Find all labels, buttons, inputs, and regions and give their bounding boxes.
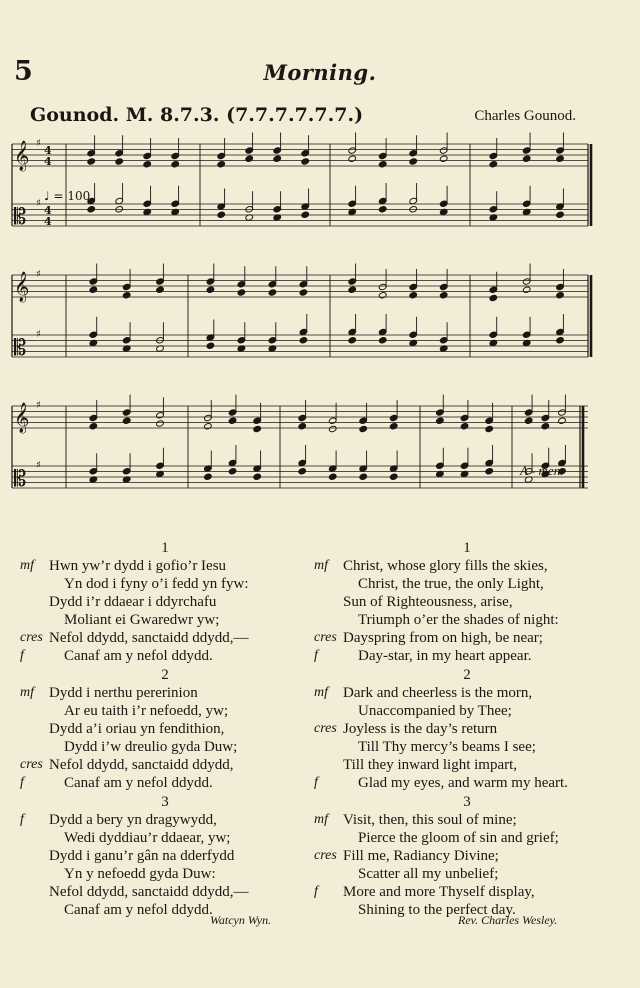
dynamic-marking: f xyxy=(314,775,318,790)
page-number: 5 xyxy=(14,56,33,87)
verse-line xyxy=(314,756,620,774)
lyric-line: Canaf am y nefol ddydd. xyxy=(64,775,213,791)
dynamic-marking: mf xyxy=(314,812,328,827)
lyric-line: Unaccompanied by Thee; xyxy=(358,703,512,719)
verse-line xyxy=(20,811,310,829)
notehead xyxy=(156,420,165,427)
lyric-line: Nefol ddydd, sanctaidd ddydd, xyxy=(49,757,234,773)
notehead xyxy=(298,423,307,430)
lyric-line: Ar eu taith i’r nefoedd, yw; xyxy=(64,703,229,719)
notehead xyxy=(389,473,398,480)
lyric-line: Sun of Righteousness, arise, xyxy=(343,594,513,610)
welsh-hymn-text xyxy=(20,540,310,921)
notehead xyxy=(556,337,565,344)
verse-line xyxy=(314,829,620,847)
dynamic-marking: f xyxy=(314,884,318,899)
notehead xyxy=(348,286,357,293)
notehead xyxy=(87,158,96,165)
lyric-line: Dayspring from on high, be near; xyxy=(343,630,543,646)
time-signature: 4 xyxy=(44,204,52,217)
lyric-line: Dydd a bery yn dragywydd, xyxy=(49,812,217,828)
verse-line xyxy=(314,575,620,593)
english-author: Rev. Charles Wesley. xyxy=(458,913,558,927)
notehead xyxy=(268,289,277,296)
lyric-line: Till Thy mercy’s beams I see; xyxy=(358,739,536,755)
verse xyxy=(20,667,310,792)
notehead xyxy=(439,155,448,162)
lyric-line: Nefol ddydd, sanctaidd ddydd,— xyxy=(49,884,249,900)
notehead xyxy=(328,473,337,480)
time-signature: 4 xyxy=(44,144,52,157)
dynamic-marking: mf xyxy=(314,558,328,573)
verse-line xyxy=(314,629,620,647)
notehead xyxy=(143,161,152,168)
key-signature-sharp: ♯ xyxy=(36,329,41,340)
verse-line xyxy=(20,647,310,665)
notehead xyxy=(328,425,337,432)
notehead xyxy=(122,292,131,299)
verse-line xyxy=(314,738,620,756)
verse-line xyxy=(20,575,310,593)
dynamic-marking: f xyxy=(20,775,24,790)
notehead xyxy=(556,155,565,162)
dynamic-marking: cres xyxy=(314,630,337,645)
lyric-line: Yn dod i fyny o’i fedd yn fyw: xyxy=(64,576,249,592)
notehead xyxy=(409,158,418,165)
tune-title: Gounod. M. 8.7.3. (7.7.7.7.7.7.) xyxy=(30,104,364,126)
notehead xyxy=(436,417,445,424)
notehead xyxy=(378,161,387,168)
notehead xyxy=(359,425,368,432)
notehead xyxy=(558,417,567,424)
notehead xyxy=(409,292,418,299)
lyric-line: Fill me, Radiancy Divine; xyxy=(343,848,499,864)
lyric-line: Joyless is the day’s return xyxy=(343,721,498,737)
notehead xyxy=(359,473,368,480)
notehead xyxy=(301,158,310,165)
verse-line xyxy=(20,847,310,865)
notehead xyxy=(389,423,398,430)
verse-line xyxy=(20,611,310,629)
notehead xyxy=(556,211,565,218)
verse-line xyxy=(20,557,310,575)
notehead xyxy=(522,155,531,162)
notehead xyxy=(348,337,357,344)
lyric-line: Glad my eyes, and warm my heart. xyxy=(358,775,568,791)
verse-number: 2 xyxy=(463,667,471,683)
lyric-line: Hwn yw’r dydd i gofio’r Iesu xyxy=(49,558,227,574)
verse-line xyxy=(20,684,310,702)
dynamic-marking: f xyxy=(20,812,24,827)
notehead xyxy=(348,155,357,162)
verse-number: 3 xyxy=(463,794,471,810)
dynamic-marking: f xyxy=(20,648,24,663)
section-heading: Morning. xyxy=(263,60,377,85)
verse-line xyxy=(314,702,620,720)
notehead xyxy=(89,286,98,293)
verse-number: 1 xyxy=(161,540,169,556)
verse xyxy=(314,540,620,665)
notehead xyxy=(556,292,565,299)
verse xyxy=(314,794,620,919)
notehead xyxy=(489,161,498,168)
time-signature: 4 xyxy=(44,215,52,228)
dynamic-marking: cres xyxy=(20,757,43,772)
dynamic-marking: f xyxy=(314,648,318,663)
notehead xyxy=(245,155,254,162)
english-hymn-text xyxy=(314,540,620,921)
key-signature-sharp: ♯ xyxy=(36,460,41,471)
verse-line xyxy=(20,774,310,792)
lyric-line: Yn y nefoedd gyda Duw: xyxy=(64,866,216,882)
dynamic-marking: mf xyxy=(20,685,34,700)
lyric-line: Day-star, in my heart appear. xyxy=(358,648,532,664)
lyric-line: Scatter all my unbelief; xyxy=(358,866,499,882)
verse-line xyxy=(314,557,620,575)
clef-mark: 𝄡 xyxy=(14,336,27,361)
notehead xyxy=(156,286,165,293)
notehead xyxy=(87,206,96,213)
notehead xyxy=(115,158,124,165)
notehead xyxy=(301,211,310,218)
notehead xyxy=(522,286,531,293)
key-signature-sharp: ♯ xyxy=(36,198,41,209)
lyric-line: Dark and cheerless is the morn, xyxy=(343,685,533,701)
clef-mark: 𝄡 xyxy=(14,467,27,492)
notehead xyxy=(253,425,262,432)
notehead xyxy=(89,423,98,430)
verse-line xyxy=(314,684,620,702)
lyric-line: Visit, then, this soul of mine; xyxy=(343,812,517,828)
music-score xyxy=(0,130,640,530)
verse xyxy=(20,794,310,919)
lyric-line: Nefol ddydd, sanctaidd ddydd,— xyxy=(49,630,249,646)
verse-line xyxy=(314,774,620,792)
key-signature-sharp: ♯ xyxy=(36,269,41,280)
dynamic-marking: mf xyxy=(314,685,328,700)
notehead xyxy=(541,423,550,430)
verse-line xyxy=(314,720,620,738)
notehead xyxy=(298,468,307,475)
lyric-line: Dydd i’w dreulio gyda Duw; xyxy=(64,739,238,755)
dynamic-marking: mf xyxy=(20,558,34,573)
notehead xyxy=(237,289,246,296)
verse-line xyxy=(20,883,310,901)
verse-line xyxy=(314,811,620,829)
verse-line xyxy=(20,720,310,738)
notehead xyxy=(217,211,226,218)
lyric-line: Dydd i ganu’r gân na dderfydd xyxy=(49,848,235,864)
dynamic-marking: cres xyxy=(314,848,337,863)
verse-line xyxy=(20,865,310,883)
verse-number: 1 xyxy=(463,540,471,556)
verse xyxy=(20,540,310,665)
key-signature-sharp: ♯ xyxy=(36,400,41,411)
verse-line xyxy=(314,865,620,883)
lyric-line: Christ, the true, the only Light, xyxy=(358,576,544,592)
verse-line xyxy=(314,611,620,629)
notehead xyxy=(204,473,213,480)
verse-line xyxy=(20,702,310,720)
notehead xyxy=(228,468,237,475)
verse-line xyxy=(20,738,310,756)
lyric-line: Canaf am y nefol ddydd. xyxy=(64,648,213,664)
notehead xyxy=(217,161,226,168)
verse-number: 3 xyxy=(161,794,169,810)
lyric-line: Triumph o’er the shades of night: xyxy=(358,612,559,628)
notehead xyxy=(171,161,180,168)
composer-credit: Charles Gounod. xyxy=(474,108,576,124)
lyric-line: More and more Thyself display, xyxy=(343,884,535,900)
notehead xyxy=(228,417,237,424)
notehead xyxy=(299,289,308,296)
verse-line xyxy=(314,883,620,901)
verse-line xyxy=(20,829,310,847)
lyric-line: Dydd i nerthu pererinion xyxy=(49,685,198,701)
verse-line xyxy=(20,629,310,647)
lyric-line: Moliant ei Gwaredwr yw; xyxy=(64,612,220,628)
lyric-line: Till they inward light impart, xyxy=(343,757,518,773)
notehead xyxy=(204,423,213,430)
amen-marking: A - men. xyxy=(520,463,564,478)
notehead xyxy=(273,155,282,162)
key-signature-sharp: ♯ xyxy=(36,138,41,149)
notehead xyxy=(378,206,387,213)
lyric-line: Dydd i’r ddaear i ddyrchafu xyxy=(49,594,217,610)
notehead xyxy=(299,337,308,344)
lyric-line: Dydd a’i oriau yn fendithion, xyxy=(49,721,225,737)
verse-line xyxy=(314,593,620,611)
notehead xyxy=(485,425,494,432)
verse xyxy=(314,667,620,792)
notehead xyxy=(524,417,533,424)
notehead xyxy=(122,417,131,424)
lyric-line: Pierce the gloom of sin and grief; xyxy=(358,830,559,846)
score-systems xyxy=(12,133,591,493)
lyric-line: Christ, whose glory fills the skies, xyxy=(343,558,548,574)
clef-mark: 𝄞 xyxy=(14,272,30,302)
notehead xyxy=(378,337,387,344)
verse-number: 2 xyxy=(161,667,169,683)
notehead xyxy=(206,286,215,293)
tempo-marking: ♩ = 100 xyxy=(44,189,91,203)
notehead xyxy=(253,473,262,480)
notehead xyxy=(485,468,494,475)
verse-line xyxy=(20,593,310,611)
lyric-line: Wedi dyddiau’r ddaear, yw; xyxy=(64,830,231,846)
dynamic-marking: cres xyxy=(20,630,43,645)
time-signature: 4 xyxy=(44,155,52,168)
welsh-author: Watcyn Wyn. xyxy=(210,913,272,927)
lyric-line: Canaf am y nefol ddydd. xyxy=(64,902,213,918)
notehead xyxy=(489,294,498,301)
notehead xyxy=(439,292,448,299)
verse-line xyxy=(20,756,310,774)
notehead xyxy=(206,342,215,349)
lyric-line: Shining to the perfect day. xyxy=(358,902,516,918)
verse-line xyxy=(314,847,620,865)
notehead xyxy=(460,423,469,430)
notehead xyxy=(378,292,387,299)
clef-mark: 𝄞 xyxy=(14,403,30,433)
dynamic-marking: cres xyxy=(314,721,337,736)
verse-line xyxy=(314,647,620,665)
clef-mark: 𝄡 xyxy=(14,205,27,230)
clef-mark: 𝄞 xyxy=(14,141,30,171)
